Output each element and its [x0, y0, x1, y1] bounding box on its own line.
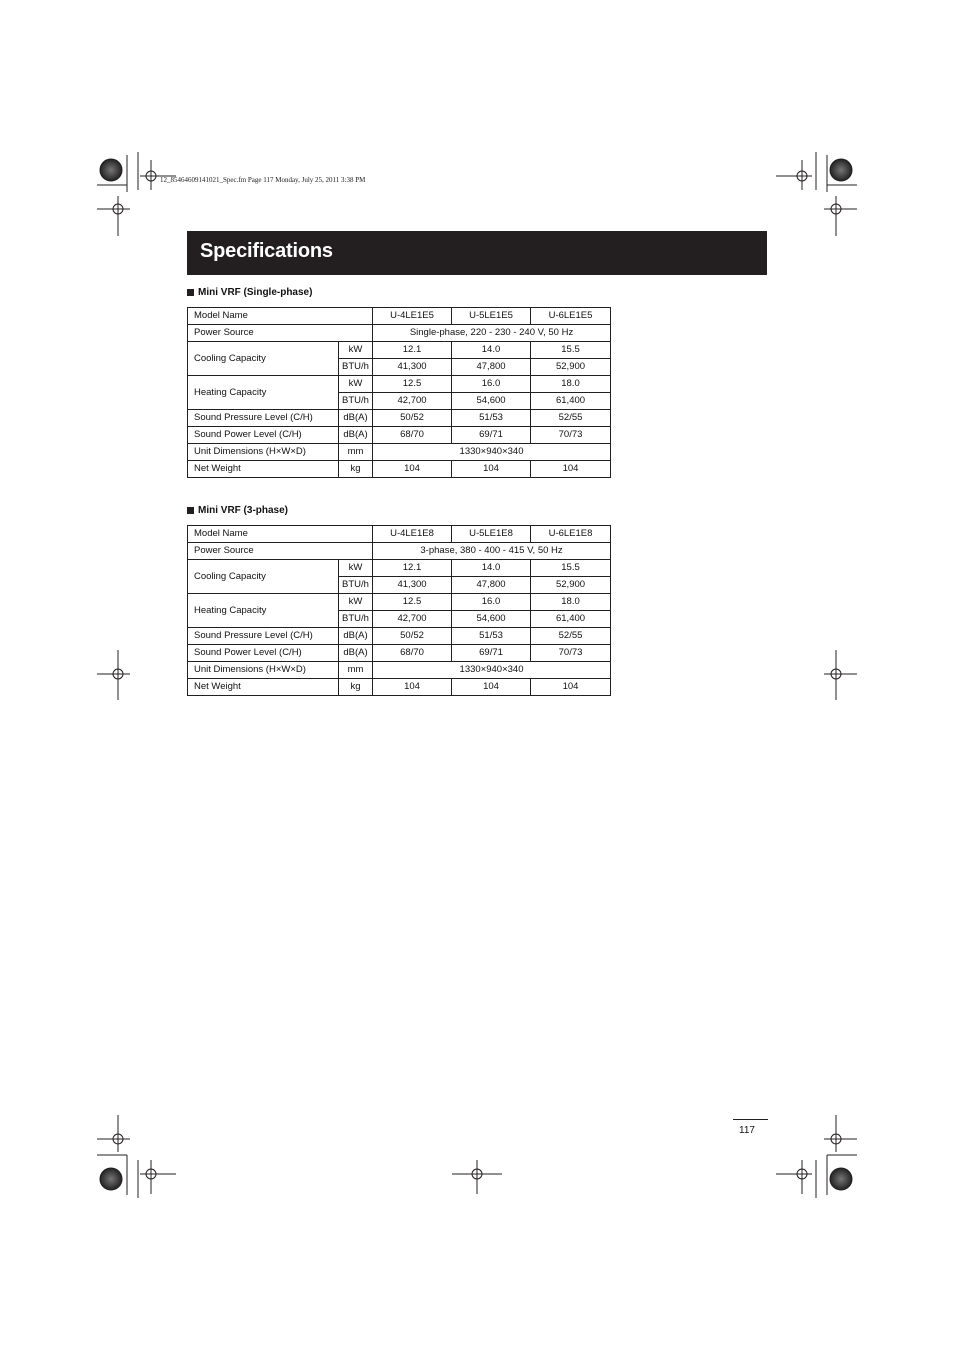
- value-cell: 104: [452, 461, 531, 478]
- value-cell: 104: [452, 679, 531, 696]
- value-cell: 41,300: [373, 577, 452, 594]
- spl-label: Sound Pressure Level (C/H): [188, 628, 339, 645]
- value-cell: 16.0: [452, 376, 531, 393]
- value-cell: 12.1: [373, 560, 452, 577]
- value-cell: 68/70: [373, 427, 452, 444]
- cooling-label: Cooling Capacity: [188, 342, 339, 376]
- spl-label: Sound Pressure Level (C/H): [188, 410, 339, 427]
- unit-cell: kg: [339, 461, 373, 478]
- dims-value: 1330×940×340: [373, 444, 611, 461]
- value-cell: 12.5: [373, 594, 452, 611]
- value-cell: 50/52: [373, 628, 452, 645]
- unit-cell: mm: [339, 444, 373, 461]
- value-cell: 69/71: [452, 645, 531, 662]
- section-heading-text: Mini VRF (Single-phase): [198, 287, 313, 298]
- unit-cell: BTU/h: [339, 359, 373, 376]
- unit-cell: dB(A): [339, 628, 373, 645]
- dims-value: 1330×940×340: [373, 662, 611, 679]
- model-cell: U-5LE1E8: [452, 526, 531, 543]
- model-cell: U-6LE1E8: [531, 526, 611, 543]
- value-cell: 61,400: [531, 611, 611, 628]
- value-cell: 52,900: [531, 359, 611, 376]
- value-cell: 15.5: [531, 560, 611, 577]
- value-cell: 70/73: [531, 427, 611, 444]
- value-cell: 51/53: [452, 628, 531, 645]
- value-cell: 54,600: [452, 611, 531, 628]
- page-number: 117: [739, 1125, 755, 1136]
- value-cell: 14.0: [452, 342, 531, 359]
- unit-cell: kW: [339, 376, 373, 393]
- model-cell: U-6LE1E5: [531, 308, 611, 325]
- heating-label: Heating Capacity: [188, 594, 339, 628]
- power-value: Single-phase, 220 - 230 - 240 V, 50 Hz: [373, 325, 611, 342]
- unit-cell: kg: [339, 679, 373, 696]
- power-label: Power Source: [188, 325, 373, 342]
- value-cell: 18.0: [531, 376, 611, 393]
- unit-cell: dB(A): [339, 645, 373, 662]
- unit-cell: BTU/h: [339, 577, 373, 594]
- value-cell: 104: [373, 679, 452, 696]
- registration-mark-icon: [97, 152, 857, 1198]
- unit-cell: dB(A): [339, 427, 373, 444]
- value-cell: 42,700: [373, 611, 452, 628]
- weight-label: Net Weight: [188, 679, 339, 696]
- section-heading-text: Mini VRF (3-phase): [198, 505, 289, 516]
- unit-cell: BTU/h: [339, 611, 373, 628]
- value-cell: 68/70: [373, 645, 452, 662]
- heating-label: Heating Capacity: [188, 376, 339, 410]
- model-label: Model Name: [188, 526, 373, 543]
- weight-label: Net Weight: [188, 461, 339, 478]
- unit-cell: mm: [339, 662, 373, 679]
- value-cell: 18.0: [531, 594, 611, 611]
- value-cell: 14.0: [452, 560, 531, 577]
- value-cell: 52/55: [531, 628, 611, 645]
- model-label: Model Name: [188, 308, 373, 325]
- value-cell: 52,900: [531, 577, 611, 594]
- value-cell: 47,800: [452, 359, 531, 376]
- value-cell: 12.5: [373, 376, 452, 393]
- model-cell: U-5LE1E5: [452, 308, 531, 325]
- power-value: 3-phase, 380 - 400 - 415 V, 50 Hz: [373, 543, 611, 560]
- power-label: Power Source: [188, 543, 373, 560]
- value-cell: 61,400: [531, 393, 611, 410]
- value-cell: 41,300: [373, 359, 452, 376]
- unit-cell: BTU/h: [339, 393, 373, 410]
- value-cell: 70/73: [531, 645, 611, 662]
- unit-cell: dB(A): [339, 410, 373, 427]
- value-cell: 54,600: [452, 393, 531, 410]
- model-cell: U-4LE1E5: [373, 308, 452, 325]
- value-cell: 47,800: [452, 577, 531, 594]
- value-cell: 52/55: [531, 410, 611, 427]
- page-title: Specifications: [200, 240, 333, 262]
- value-cell: 16.0: [452, 594, 531, 611]
- unit-cell: kW: [339, 594, 373, 611]
- value-cell: 15.5: [531, 342, 611, 359]
- unit-cell: kW: [339, 342, 373, 359]
- value-cell: 104: [373, 461, 452, 478]
- value-cell: 12.1: [373, 342, 452, 359]
- cooling-label: Cooling Capacity: [188, 560, 339, 594]
- unit-cell: kW: [339, 560, 373, 577]
- value-cell: 104: [531, 461, 611, 478]
- dims-label: Unit Dimensions (H×W×D): [188, 662, 339, 679]
- value-cell: 51/53: [452, 410, 531, 427]
- swl-label: Sound Power Level (C/H): [188, 645, 339, 662]
- value-cell: 104: [531, 679, 611, 696]
- swl-label: Sound Power Level (C/H): [188, 427, 339, 444]
- print-info: 12_85464609141021_Spec.fm Page 117 Monday, July 25, 2011 3:38 PM: [160, 176, 366, 184]
- value-cell: 50/52: [373, 410, 452, 427]
- dims-label: Unit Dimensions (H×W×D): [188, 444, 339, 461]
- model-cell: U-4LE1E8: [373, 526, 452, 543]
- value-cell: 42,700: [373, 393, 452, 410]
- value-cell: 69/71: [452, 427, 531, 444]
